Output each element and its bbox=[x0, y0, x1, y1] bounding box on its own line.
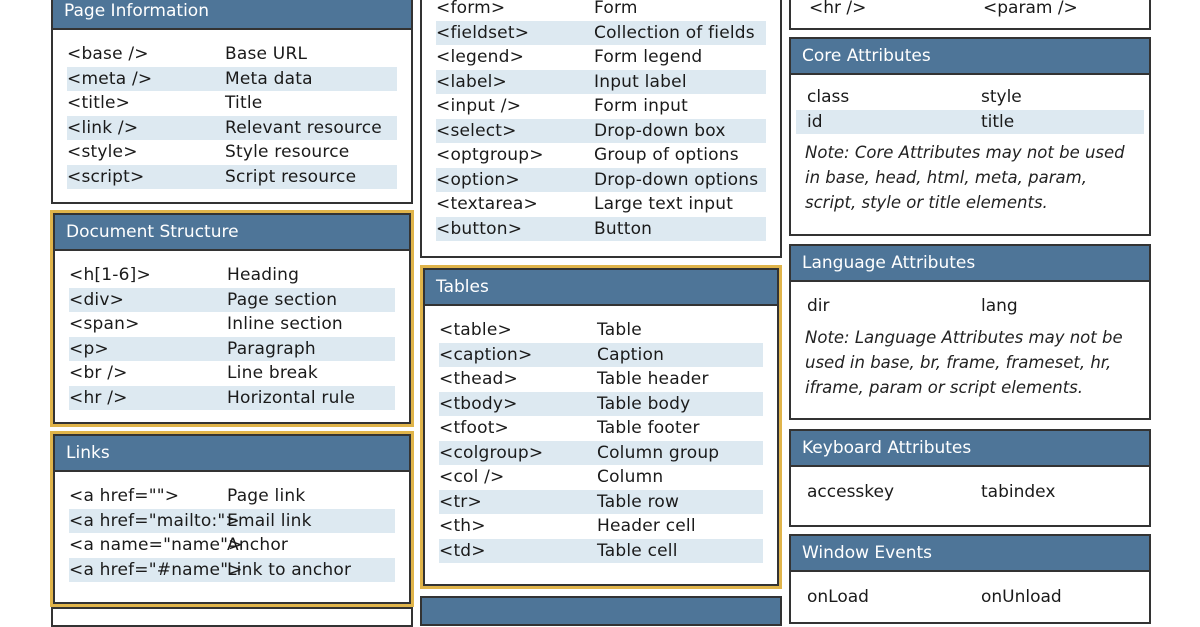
tag-name: <link /> bbox=[67, 117, 139, 138]
page-information-rows bbox=[53, 30, 411, 189]
tag-description: Input label bbox=[594, 71, 687, 92]
tag-description: Meta data bbox=[225, 68, 313, 89]
panel-title: Links bbox=[55, 436, 409, 472]
tag-description: Page link bbox=[227, 486, 306, 506]
attribute-name: onLoad bbox=[807, 587, 869, 607]
attribute-name: id bbox=[807, 111, 823, 132]
tag-name: <colgroup> bbox=[439, 442, 544, 463]
tag-description: Table footer bbox=[597, 418, 700, 438]
tag-row bbox=[439, 318, 763, 343]
tag-name: <tr> bbox=[439, 491, 482, 512]
attribute-name: accesskey bbox=[807, 482, 895, 502]
attribute-name: title bbox=[981, 111, 1015, 132]
tag-row bbox=[439, 392, 763, 417]
tag-name: <thead> bbox=[439, 369, 518, 389]
tag-name: <meta /> bbox=[67, 68, 153, 89]
tag-row bbox=[69, 288, 395, 313]
tag-description: Form input bbox=[594, 96, 688, 116]
tag-name: <fieldset> bbox=[436, 22, 530, 43]
keyboard-attributes-pairs bbox=[791, 467, 1149, 505]
tag-name: <button> bbox=[436, 218, 523, 239]
tag-name: <br /> bbox=[69, 363, 128, 383]
tag-row bbox=[67, 140, 397, 165]
tag-name: <select> bbox=[436, 120, 517, 141]
tag-row bbox=[436, 94, 766, 119]
top-right-left: <hr /> bbox=[809, 0, 867, 18]
language-attributes-pairs bbox=[791, 282, 1149, 319]
tag-name: <a href=""> bbox=[69, 486, 180, 506]
tag-name: <style> bbox=[67, 142, 138, 162]
tables-rows bbox=[425, 306, 777, 563]
tag-row bbox=[436, 0, 766, 21]
tag-description: Style resource bbox=[225, 142, 350, 162]
tag-row bbox=[69, 484, 395, 509]
attribute-row bbox=[796, 480, 1144, 505]
tag-description: Form bbox=[594, 0, 638, 18]
tag-name: <a href="#name"> bbox=[69, 559, 243, 580]
attribute-name: tabindex bbox=[981, 482, 1056, 502]
tag-row bbox=[436, 70, 766, 95]
tag-row bbox=[67, 91, 397, 116]
tag-name: <a href="mailto:"> bbox=[69, 510, 240, 531]
tag-name: <span> bbox=[69, 314, 140, 334]
links-rows bbox=[55, 472, 409, 582]
tag-description: Group of options bbox=[594, 145, 739, 165]
tag-description: Large text input bbox=[594, 194, 734, 214]
attribute-name: style bbox=[981, 87, 1022, 107]
tag-description: Table body bbox=[597, 393, 691, 414]
tag-row bbox=[67, 42, 397, 67]
top-right-panel bbox=[789, 0, 1151, 30]
attribute-row bbox=[796, 294, 1144, 319]
forms-panel bbox=[420, 0, 782, 258]
keyboard-attributes-panel bbox=[789, 429, 1151, 527]
top-right-right: <param /> bbox=[983, 0, 1078, 18]
tag-row bbox=[439, 514, 763, 539]
panel-title: Core Attributes bbox=[791, 39, 1149, 75]
tag-row bbox=[436, 45, 766, 70]
tag-description: Email link bbox=[227, 510, 312, 531]
tag-row bbox=[436, 21, 766, 46]
tag-description: Inline section bbox=[227, 314, 343, 334]
tag-row bbox=[69, 361, 395, 386]
tag-description: Title bbox=[225, 93, 263, 113]
tag-row bbox=[439, 465, 763, 490]
tag-description: Table row bbox=[597, 491, 680, 512]
tag-row bbox=[439, 539, 763, 564]
tag-row bbox=[67, 165, 397, 190]
tag-name: <tbody> bbox=[439, 393, 518, 414]
tag-name: <textarea> bbox=[436, 194, 538, 214]
tag-row bbox=[436, 168, 766, 193]
tag-name: <h[1-6]> bbox=[69, 265, 151, 285]
document-structure-panel bbox=[53, 213, 411, 424]
tag-row bbox=[436, 143, 766, 168]
panel-title: Window Events bbox=[791, 536, 1149, 572]
attribute-name: lang bbox=[981, 296, 1018, 316]
attribute-row bbox=[796, 110, 1144, 135]
language-attributes-note: Note: Language Attributes may not be used in base, br, frame, frameset, hr, iframe, param or script elements. bbox=[805, 327, 1123, 397]
tag-description: Page section bbox=[227, 289, 338, 310]
tag-description: Column bbox=[597, 467, 664, 487]
panel-title: Page Information bbox=[53, 0, 411, 30]
tag-description: Relevant resource bbox=[225, 117, 382, 138]
bottom-left-panel-edge bbox=[51, 607, 413, 627]
tag-description: Heading bbox=[227, 265, 300, 285]
tag-row bbox=[67, 116, 397, 141]
tag-description: Horizontal rule bbox=[227, 387, 356, 408]
page-information-panel bbox=[51, 0, 413, 204]
tag-name: <title> bbox=[67, 93, 131, 113]
attribute-row bbox=[796, 585, 1144, 610]
tag-row bbox=[439, 416, 763, 441]
panel-title: Language Attributes bbox=[791, 246, 1149, 282]
tag-row bbox=[439, 490, 763, 515]
tag-description: Link to anchor bbox=[227, 559, 352, 580]
tag-row bbox=[69, 337, 395, 362]
tag-row bbox=[69, 533, 395, 558]
tag-description: Column group bbox=[597, 442, 720, 463]
tag-name: <tfoot> bbox=[439, 418, 510, 438]
tag-description: Button bbox=[594, 218, 653, 239]
tag-name: <optgroup> bbox=[436, 145, 544, 165]
tag-description: Script resource bbox=[225, 166, 357, 187]
tag-row bbox=[439, 441, 763, 466]
tag-description: Header cell bbox=[597, 516, 696, 536]
tag-row bbox=[436, 192, 766, 217]
tag-name: <label> bbox=[436, 71, 508, 92]
tag-name: <a name="name"> bbox=[69, 535, 243, 555]
tag-description: Paragraph bbox=[227, 338, 316, 359]
tag-row bbox=[436, 217, 766, 242]
tag-name: <hr /> bbox=[69, 387, 128, 408]
tag-row bbox=[69, 558, 395, 583]
tag-description: Caption bbox=[597, 344, 665, 365]
links-panel bbox=[53, 434, 411, 604]
top-right-row bbox=[791, 0, 1149, 21]
tag-name: <base /> bbox=[67, 44, 149, 64]
tag-description: Form legend bbox=[594, 47, 703, 67]
tag-description: Base URL bbox=[225, 44, 308, 64]
tag-row bbox=[69, 312, 395, 337]
tag-row bbox=[436, 119, 766, 144]
tag-row bbox=[439, 343, 763, 368]
tag-name: <legend> bbox=[436, 47, 525, 67]
tag-name: <table> bbox=[439, 320, 512, 340]
tag-name: <th> bbox=[439, 516, 486, 536]
window-events-pairs bbox=[791, 572, 1149, 610]
tag-name: <option> bbox=[436, 169, 520, 190]
tag-name: <p> bbox=[69, 338, 109, 359]
tag-name: <script> bbox=[67, 166, 145, 187]
document-structure-rows bbox=[55, 251, 409, 410]
tag-description: Drop-down options bbox=[594, 169, 759, 190]
panel-title: Keyboard Attributes bbox=[791, 431, 1149, 467]
tag-name: <td> bbox=[439, 540, 486, 561]
tag-description: Collection of fields bbox=[594, 22, 755, 43]
language-attributes-panel bbox=[789, 244, 1151, 420]
attribute-row bbox=[796, 85, 1144, 110]
tag-row bbox=[69, 263, 395, 288]
attribute-name: dir bbox=[807, 296, 830, 316]
tag-description: Line break bbox=[227, 363, 318, 383]
core-attributes-pairs bbox=[791, 75, 1149, 134]
tag-description: Table bbox=[597, 320, 642, 340]
bottom-middle-panel-header bbox=[420, 596, 782, 626]
tag-row bbox=[69, 386, 395, 411]
tag-row bbox=[439, 367, 763, 392]
tag-description: Anchor bbox=[227, 535, 289, 555]
tag-row bbox=[67, 67, 397, 92]
attribute-name: onUnload bbox=[981, 587, 1062, 607]
tag-description: Drop-down box bbox=[594, 120, 726, 141]
panel-title: Document Structure bbox=[55, 215, 409, 251]
tag-description: Table header bbox=[597, 369, 709, 389]
tag-name: <input /> bbox=[436, 96, 522, 116]
tag-name: <form> bbox=[436, 0, 506, 18]
attribute-name: class bbox=[807, 87, 850, 107]
tag-description: Table cell bbox=[597, 540, 678, 561]
tag-name: <div> bbox=[69, 289, 125, 310]
core-attributes-panel bbox=[789, 37, 1151, 236]
core-attributes-note: Note: Core Attributes may not be used in base, head, html, meta, param, script, style or title elements. bbox=[805, 143, 1125, 212]
tag-name: <caption> bbox=[439, 344, 533, 365]
forms-rows bbox=[422, 0, 780, 241]
tag-name: <col /> bbox=[439, 467, 505, 487]
tag-row bbox=[69, 509, 395, 534]
window-events-panel bbox=[789, 534, 1151, 624]
tables-panel bbox=[423, 268, 779, 586]
panel-title: Tables bbox=[425, 270, 777, 306]
